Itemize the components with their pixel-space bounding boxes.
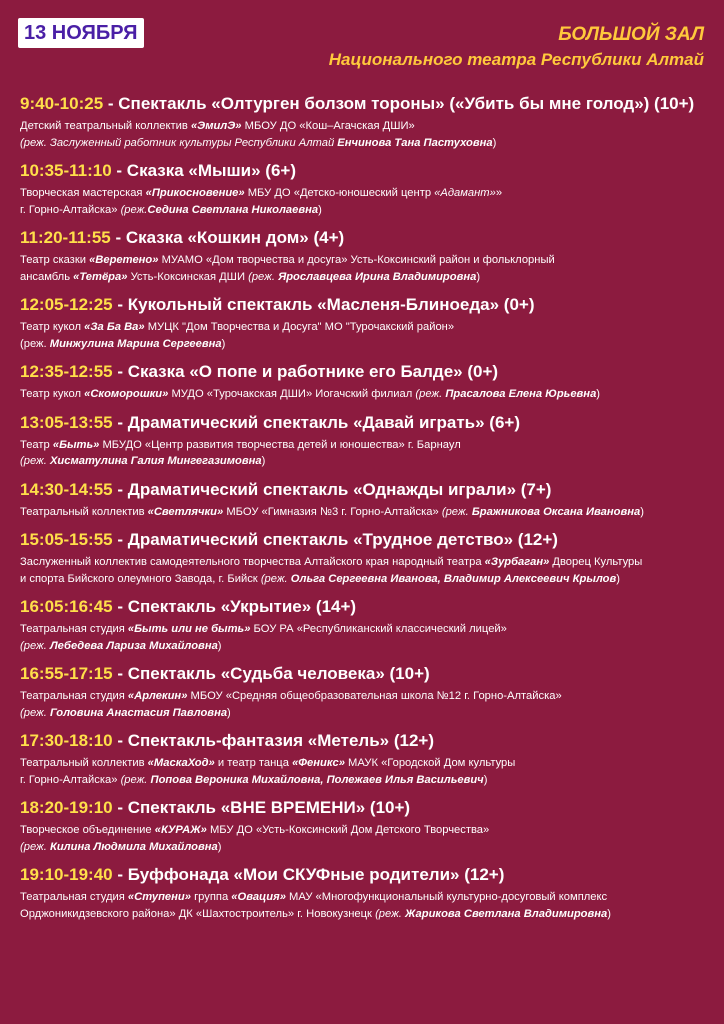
description-text: МАУК «Городской Дом культуры bbox=[344, 757, 516, 769]
event-time: 18:20-19:10 bbox=[20, 798, 113, 817]
description-text: Театральный коллектив bbox=[20, 757, 148, 769]
description-text: (реж. Заслуженный работник культуры Республики Алтай bbox=[20, 136, 338, 149]
description-text: (реж. bbox=[260, 572, 291, 585]
person-or-group-name: «Прикосновение» bbox=[145, 187, 245, 199]
description-text: Театр кукол bbox=[20, 388, 85, 400]
event-time: 19:10-19:40 bbox=[20, 865, 113, 884]
description-text: и спорта Бийского олеумного Завода, г. Бийск bbox=[20, 572, 261, 585]
description-text: (реж. bbox=[120, 203, 148, 216]
event-description bbox=[20, 185, 710, 218]
description-text: Орджоникидзевского района» ДК «Шахтостроитель» г. Новокузнецк bbox=[20, 907, 376, 920]
description-text: (реж. bbox=[375, 907, 406, 920]
description-text: (реж. bbox=[20, 455, 50, 467]
description-text: ) bbox=[227, 706, 231, 719]
person-or-group-name: «Ступени» bbox=[127, 891, 191, 903]
event-heading bbox=[20, 595, 710, 619]
person-or-group-name: «Арлекин» bbox=[127, 690, 188, 702]
event-title: - Спектакль «Укрытие» (14+) bbox=[112, 597, 357, 616]
event-title: - Буффонада «Мои СКУФные родители» (12+) bbox=[112, 865, 505, 884]
description-text: и театр танца bbox=[214, 757, 293, 769]
event-heading bbox=[20, 360, 710, 384]
person-or-group-name: «Светлячки» bbox=[147, 505, 224, 518]
event-description bbox=[20, 822, 710, 855]
event-description bbox=[20, 889, 710, 922]
event-time: 14:30-14:55 bbox=[20, 479, 113, 499]
person-or-group-name: «Феникс» bbox=[292, 757, 345, 769]
person-or-group-name: Хисматулина Галия Мингегазимовна bbox=[49, 455, 262, 467]
event-description bbox=[20, 554, 710, 587]
event-heading bbox=[20, 411, 710, 435]
description-text: (реж. bbox=[248, 270, 279, 283]
description-text: Усть-Коксинская ДШИ bbox=[127, 270, 249, 283]
person-or-group-name: «Быть» bbox=[52, 438, 100, 451]
event-time: 16:55-17:15 bbox=[20, 664, 113, 683]
description-text: МУДО «Турочакская ДШИ» Иогачский филиал bbox=[168, 388, 416, 400]
schedule-entry bbox=[20, 360, 710, 403]
schedule-entry bbox=[20, 159, 710, 218]
person-or-group-name: «ЭмилЭ» bbox=[190, 120, 242, 132]
schedule-entry bbox=[20, 92, 710, 151]
person-or-group-name: Бражникова Оксана Ивановна bbox=[471, 505, 641, 518]
venue-hall: БОЛЬШОЙ ЗАЛ bbox=[558, 24, 704, 45]
event-time: 15:05-15:55 bbox=[20, 530, 113, 549]
schedule-entry bbox=[20, 293, 710, 352]
schedule-entry bbox=[20, 411, 710, 470]
event-title: - Драматический спектакль «Трудное детство» (12+) bbox=[112, 530, 558, 549]
description-text: МБУ ДО «Усть-Коксинский Дом Детского Творчества» bbox=[206, 824, 490, 836]
person-or-group-name: Прасалова Елена Юрьевна bbox=[445, 388, 597, 400]
event-time: 12:35-12:55 bbox=[20, 362, 113, 381]
person-or-group-name: Жарикова Светлана Владимировна bbox=[405, 907, 608, 920]
description-text: г. Горно-Алтайска» bbox=[20, 773, 121, 786]
event-description bbox=[20, 386, 710, 403]
event-description bbox=[20, 688, 710, 721]
venue-theatre: Национального театра Республики Алтай bbox=[328, 50, 704, 69]
schedule-entry bbox=[20, 478, 710, 521]
description-text: БОУ РА «Республиканский классический лицей» bbox=[250, 623, 507, 635]
description-text: ) bbox=[221, 337, 226, 350]
description-text: МУЦК "Дом Творчества и Досуга" МО "Турочакский район» bbox=[144, 321, 455, 333]
event-heading bbox=[20, 92, 710, 116]
event-time: 11:20-11:55 bbox=[20, 228, 111, 247]
description-text: Театральный коллектив bbox=[20, 505, 148, 518]
person-or-group-name: «Тетёра» bbox=[73, 270, 128, 283]
description-text: Детский театральный коллектив bbox=[20, 120, 191, 132]
description-text: «Адамант» bbox=[434, 187, 496, 199]
schedule-entry bbox=[20, 595, 710, 654]
schedule-entry bbox=[20, 729, 710, 788]
description-text: ) bbox=[492, 136, 497, 149]
date-badge: 13 НОЯБРЯ bbox=[18, 18, 144, 48]
event-time: 17:30-18:10 bbox=[20, 731, 113, 750]
description-text: Театр bbox=[20, 438, 53, 451]
person-or-group-name: «Веретено» bbox=[89, 254, 159, 266]
description-text: ансамбль bbox=[20, 270, 74, 283]
event-description bbox=[20, 621, 710, 654]
event-description bbox=[20, 319, 710, 352]
event-title: - Спектакль-фантазия «Метель» (12+) bbox=[112, 731, 434, 750]
description-text: Творческое объединение bbox=[20, 824, 155, 836]
description-text: ) bbox=[596, 388, 601, 400]
person-or-group-name: Ярославцева Ирина Владимировна bbox=[278, 270, 477, 283]
description-text: (реж. bbox=[20, 840, 50, 853]
schedule-entry bbox=[20, 796, 710, 855]
description-text: МБУ ДО «Детско-юношеский центр bbox=[244, 187, 435, 199]
description-text: (реж. bbox=[20, 337, 50, 350]
event-description bbox=[20, 755, 710, 788]
event-heading bbox=[20, 528, 710, 552]
event-description bbox=[20, 437, 710, 470]
person-or-group-name: Лебедева Лариза Михайловна bbox=[49, 639, 218, 652]
description-text: Театр кукол bbox=[20, 321, 85, 333]
event-title: - Спектакль «ВНЕ ВРЕМЕНИ» (10+) bbox=[112, 798, 411, 817]
description-text: ) bbox=[318, 203, 322, 216]
description-text: МБУДО «Центр развития творчества детей и юношества» г. Барнаул bbox=[99, 438, 461, 451]
event-title: - Спектакль «Олтурген болзом тороны» («Убить бы мне голод») (10+) bbox=[103, 94, 695, 113]
person-or-group-name: Минжулина Марина Сергеевна bbox=[49, 337, 222, 350]
schedule-list bbox=[20, 92, 710, 930]
description-text: ) bbox=[217, 639, 222, 652]
description-text: ) bbox=[607, 907, 611, 920]
description-text: » bbox=[495, 187, 503, 199]
description-text: (реж. bbox=[441, 505, 472, 518]
event-heading bbox=[20, 159, 710, 183]
person-or-group-name: «Овация» bbox=[231, 891, 286, 903]
schedule-entry bbox=[20, 662, 710, 721]
event-heading bbox=[20, 796, 710, 820]
description-text: группа bbox=[190, 891, 232, 903]
person-or-group-name: «КУРАЖ» bbox=[154, 824, 207, 836]
description-text: МБОУ «Средняя общеобразовательная школа №12 г. Горно-Алтайска» bbox=[187, 690, 562, 702]
person-or-group-name: Енчинова Тана Пастуховна bbox=[337, 136, 493, 149]
event-time: 16:05:16:45 bbox=[20, 597, 113, 616]
schedule-entry bbox=[20, 226, 710, 285]
description-text: Театр сказки bbox=[20, 254, 90, 266]
description-text: ) bbox=[616, 572, 621, 585]
person-or-group-name: «Быть или не быть» bbox=[127, 623, 251, 635]
event-title: - Сказка «Мыши» (6+) bbox=[111, 161, 297, 180]
event-time: 9:40-10:25 bbox=[20, 94, 104, 113]
description-text: МАУ «Многофункциональный культурно-досуговый комплекс bbox=[285, 891, 608, 903]
event-title: - Сказка «О попе и работнике его Балде» (0+) bbox=[112, 362, 499, 381]
event-heading bbox=[20, 478, 710, 502]
event-description bbox=[20, 118, 710, 151]
description-text: г. Горно-Алтайска» bbox=[20, 203, 121, 216]
description-text: (реж. bbox=[20, 706, 50, 719]
description-text: ) bbox=[483, 773, 488, 786]
description-text: (реж. bbox=[120, 773, 151, 786]
event-heading bbox=[20, 226, 710, 250]
event-title: - Сказка «Кошкин дом» (4+) bbox=[110, 228, 345, 247]
person-or-group-name: «МаскаХод» bbox=[147, 757, 215, 769]
event-heading bbox=[20, 863, 710, 887]
description-text: (реж. bbox=[415, 388, 446, 400]
person-or-group-name: Седина Светлана Николаевна bbox=[147, 203, 319, 216]
description-text: МБОУ ДО «Кош–Агачская ДШИ» bbox=[241, 120, 415, 132]
schedule-entry bbox=[20, 528, 710, 587]
venue-title bbox=[329, 22, 704, 72]
event-time: 10:35-11:10 bbox=[20, 161, 112, 180]
description-text: МУАМО «Дом творчества и досуга» Усть-Коксинский район и фольклорный bbox=[158, 254, 555, 266]
description-text: (реж. bbox=[20, 639, 50, 652]
person-or-group-name: Попова Вероника Михайловна, Полежаев Илья Васильевич bbox=[150, 773, 484, 786]
person-or-group-name: Головина Анастасия Павловна bbox=[49, 706, 228, 719]
event-heading bbox=[20, 729, 710, 753]
description-text: Дворец Культуры bbox=[549, 556, 643, 568]
event-title: - Кукольный спектакль «Масленя-Блиноеда» (0+) bbox=[112, 295, 535, 314]
description-text: Театральная студия bbox=[20, 623, 128, 635]
event-title: - Спектакль «Судьба человека» (10+) bbox=[112, 664, 430, 683]
description-text: ) bbox=[476, 270, 481, 283]
person-or-group-name: Ольга Сергеевна Иванова, Владимир Алексеевич Крылов bbox=[290, 572, 617, 585]
description-text: Театральная студия bbox=[20, 891, 128, 903]
event-time: 12:05-12:25 bbox=[20, 295, 113, 314]
description-text: Творческая мастерская bbox=[20, 187, 146, 199]
description-text: Театральная студия bbox=[20, 690, 128, 702]
person-or-group-name: «Скоморошки» bbox=[84, 388, 169, 400]
description-text: Заслуженный коллектив самодеятельного творчества Алтайского края народный театра bbox=[20, 556, 485, 568]
event-time: 13:05-13:55 bbox=[20, 412, 113, 432]
description-text: ) bbox=[261, 455, 266, 467]
schedule-entry bbox=[20, 863, 710, 922]
event-title: - Драматический спектакль «Давай играть» (6+) bbox=[112, 412, 521, 432]
person-or-group-name: «Зурбаган» bbox=[484, 556, 550, 568]
description-text: ) bbox=[640, 505, 644, 518]
description-text: ) bbox=[217, 840, 222, 853]
event-heading bbox=[20, 662, 710, 686]
person-or-group-name: Килина Людмила Михайловна bbox=[49, 840, 218, 853]
event-description bbox=[20, 252, 710, 285]
description-text: МБОУ «Гимназия №3 г. Горно-Алтайска» bbox=[223, 505, 442, 518]
event-heading bbox=[20, 293, 710, 317]
event-title: - Драматический спектакль «Однажды играли» (7+) bbox=[112, 479, 552, 499]
event-description bbox=[20, 504, 710, 521]
person-or-group-name: «За Ба Ва» bbox=[84, 321, 145, 333]
